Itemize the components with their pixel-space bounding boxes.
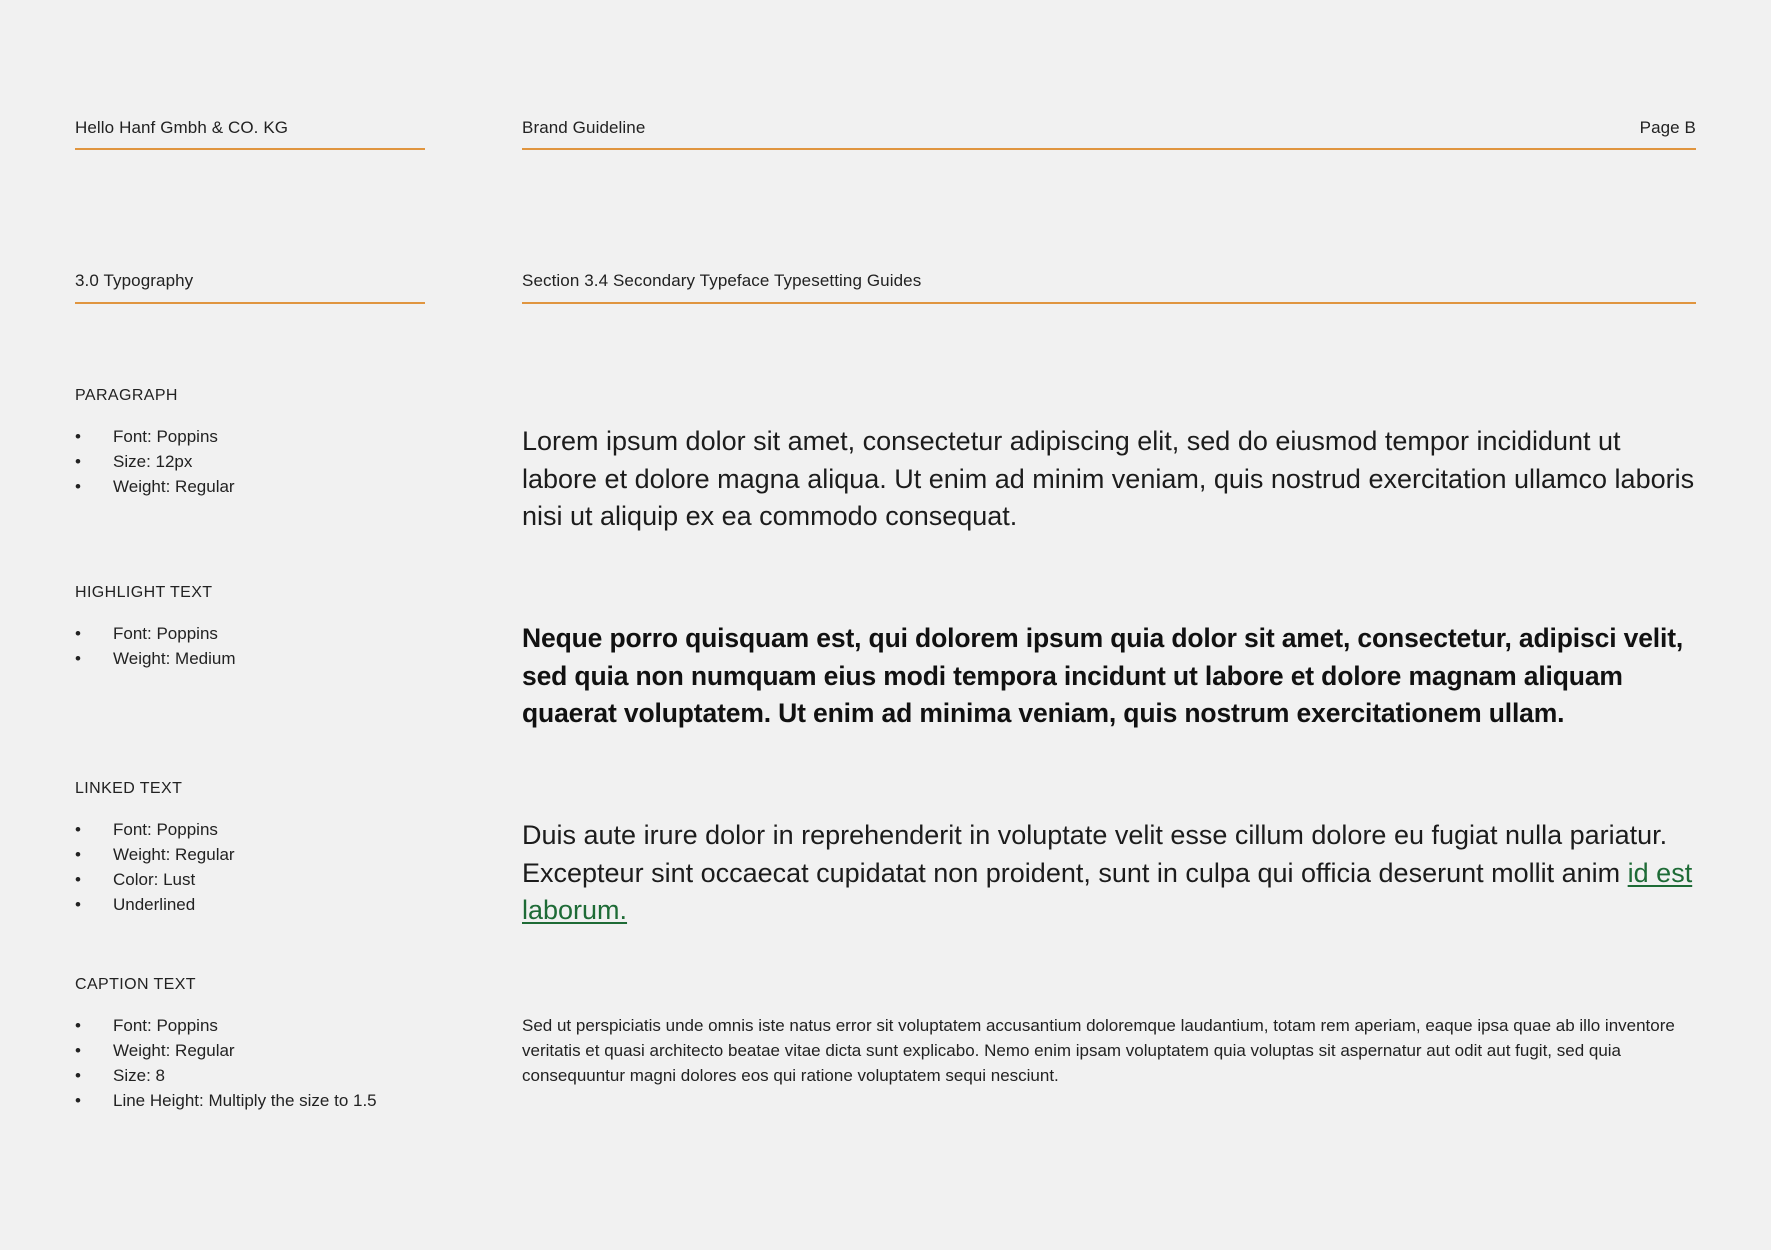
highlight-sample: Neque porro quisquam est, qui dolorem ipsum quia dolor sit amet, consectetur, adipisci velit, sed quia non numquam eius modi tempora incidunt ut labore et dolore magnam aliquam quaerat voluptatem. Ut enim ad minima veniam, quis nostrum exercitationem ullam. <box>522 623 1684 728</box>
spec-list-linked <box>75 817 235 917</box>
list-item: • Size: 8 <box>75 1066 165 1085</box>
spec-list-highlight <box>75 621 236 671</box>
spec-title-caption: CAPTION TEXT <box>75 976 196 993</box>
header-rule-left <box>75 148 425 150</box>
spec-list-caption <box>75 1013 377 1113</box>
section-rule-left <box>75 302 425 304</box>
linked-sample-text: Duis aute irure dolor in reprehenderit in voluptate velit esse cillum dolore eu fugiat nulla pariatur. Excepteur sint occaecat cupidatat non proident, sunt in culpa qui officia deserunt mollit anim <box>522 820 1668 888</box>
caption-sample: Sed ut perspiciatis unde omnis iste natus error sit voluptatem accusantium doloremque laudantium, totam rem aperiam, eaque ipsa quae ab illo inventore veritatis et quasi architecto beatae vitae dicta sunt explicabo. Nemo enim ipsam voluptatem quia voluptas sit aspernatur aut odit aut fugit, sed quia consequuntur magni dolores eos qui ratione voluptatem sequi nesciunt. <box>522 1016 1675 1085</box>
linked-sample <box>522 817 1702 930</box>
chapter-title: 3.0 Typography <box>75 271 194 290</box>
section-title: Section 3.4 Secondary Typeface Typesetting Guides <box>522 271 922 290</box>
list-item: • Weight: Regular <box>75 477 235 496</box>
list-item: • Line Height: Multiply the size to 1.5 <box>75 1091 377 1110</box>
page-number: Page B <box>1639 118 1696 137</box>
list-item: • Size: 12px <box>75 452 193 471</box>
spec-title-linked: LINKED TEXT <box>75 780 183 797</box>
spec-title-paragraph: PARAGRAPH <box>75 387 178 404</box>
list-item: • Weight: Medium <box>75 649 236 668</box>
spec-title-highlight: HIGHLIGHT TEXT <box>75 584 213 601</box>
sample-link[interactable]: id est laborum. <box>522 857 1693 925</box>
list-item: • Font: Poppins <box>75 1016 218 1035</box>
list-item: • Font: Poppins <box>75 427 218 446</box>
list-item: • Font: Poppins <box>75 624 218 643</box>
list-item: • Font: Poppins <box>75 820 218 839</box>
section-rule-right <box>522 302 1696 304</box>
list-item: • Weight: Regular <box>75 1041 235 1060</box>
list-item: • Weight: Regular <box>75 845 235 864</box>
spec-list-paragraph <box>75 424 235 499</box>
document-title: Brand Guideline <box>522 118 646 137</box>
paragraph-sample: Lorem ipsum dolor sit amet, consectetur adipiscing elit, sed do eiusmod tempor incididunt ut labore et dolore magna aliqua. Ut enim ad minim veniam, quis nostrud exercitation ullamco laboris nisi ut aliquip ex ea commodo consequat. <box>522 426 1695 531</box>
company-name: Hello Hanf Gmbh & CO. KG <box>75 118 289 137</box>
list-item: • Color: Lust <box>75 870 196 889</box>
list-item: • Underlined <box>75 895 196 914</box>
header-rule-right <box>522 148 1696 150</box>
